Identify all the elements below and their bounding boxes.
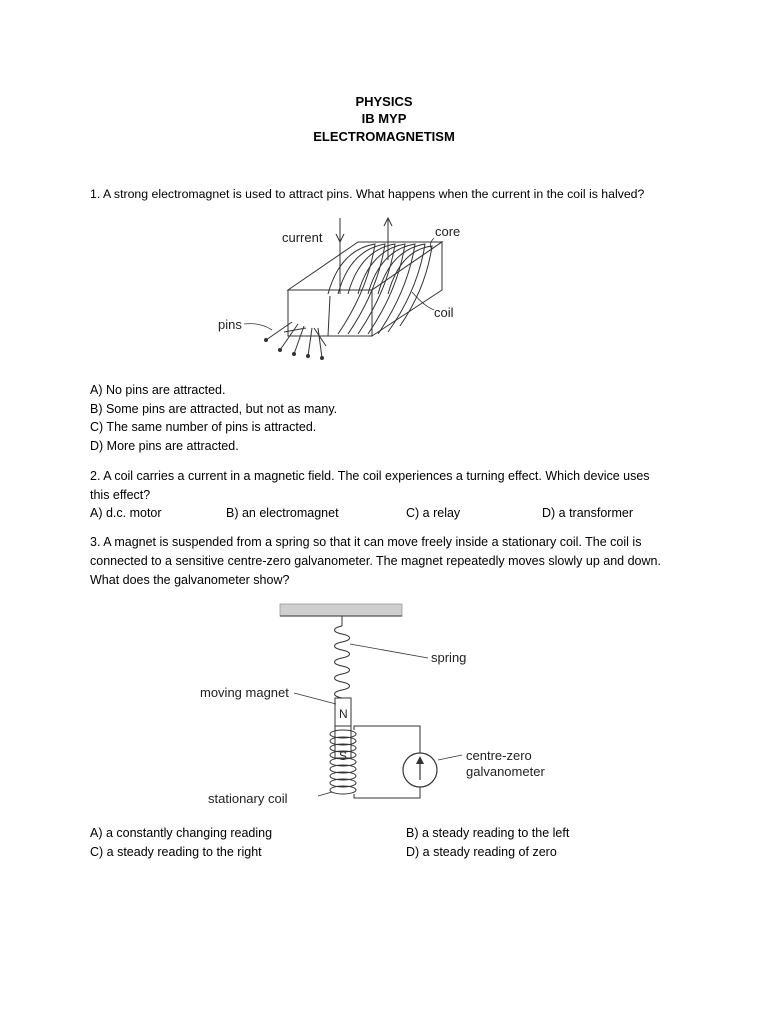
q2-option-b: B) an electromagnet [226,506,339,520]
galvanometer-figure [190,600,570,815]
moving-magnet-label: moving magnet [200,685,289,700]
q3-text-line3: What does the galvanometer show? [90,573,290,587]
q2-text-line2: this effect? [90,488,151,502]
q3-option-d: D) a steady reading of zero [406,845,557,859]
q2-text-line1: 2. A coil carries a current in a magnetic field. The coil experiences a turning effect. Which device uses [90,469,650,483]
q3-text-line1: 3. A magnet is suspended from a spring so that it can move freely inside a stationary coil. The coil is [90,535,642,549]
q3-text-line2: connected to a sensitive centre-zero galvanometer. The magnet repeatedly moves slowly up and down. [90,554,661,568]
centre-zero-label: centre-zero [466,748,532,763]
q1-text: 1. A strong electromagnet is used to attract pins. What happens when the current in the coil is halved? [90,187,645,201]
q2-option-c: C) a relay [406,506,461,520]
q3-option-b: B) a steady reading to the left [406,826,570,840]
north-pole-label: N [339,707,348,721]
ceiling-support [280,604,402,616]
pins-label: pins [218,317,242,332]
q3-option-c: C) a steady reading to the right [90,845,262,859]
spring-label: spring [431,650,467,665]
current-label: current [282,230,323,245]
program-title: IB MYP [361,111,407,126]
q1-option-a: A) No pins are attracted. [90,383,226,397]
q1-option-d: D) More pins are attracted. [90,439,239,453]
core-label: core [435,224,461,239]
spring [335,616,350,706]
south-pole-label: S [339,749,348,763]
q3-option-a: A) a constantly changing reading [90,826,273,840]
q2-option-a: A) d.c. motor [90,506,162,520]
subject-title: PHYSICS [355,94,413,109]
topic-title: ELECTROMAGNETISM [313,129,455,144]
stationary-coil-label: stationary coil [208,791,288,806]
coil-label: coil [434,305,454,320]
electromagnet-figure [210,210,470,360]
q1-option-b: B) Some pins are attracted, but not as many. [90,402,338,416]
core-block [288,242,442,336]
galvanometer-label: galvanometer [466,764,545,779]
q1-option-c: C) The same number of pins is attracted. [90,420,317,434]
q2-option-d: D) a transformer [542,506,633,520]
